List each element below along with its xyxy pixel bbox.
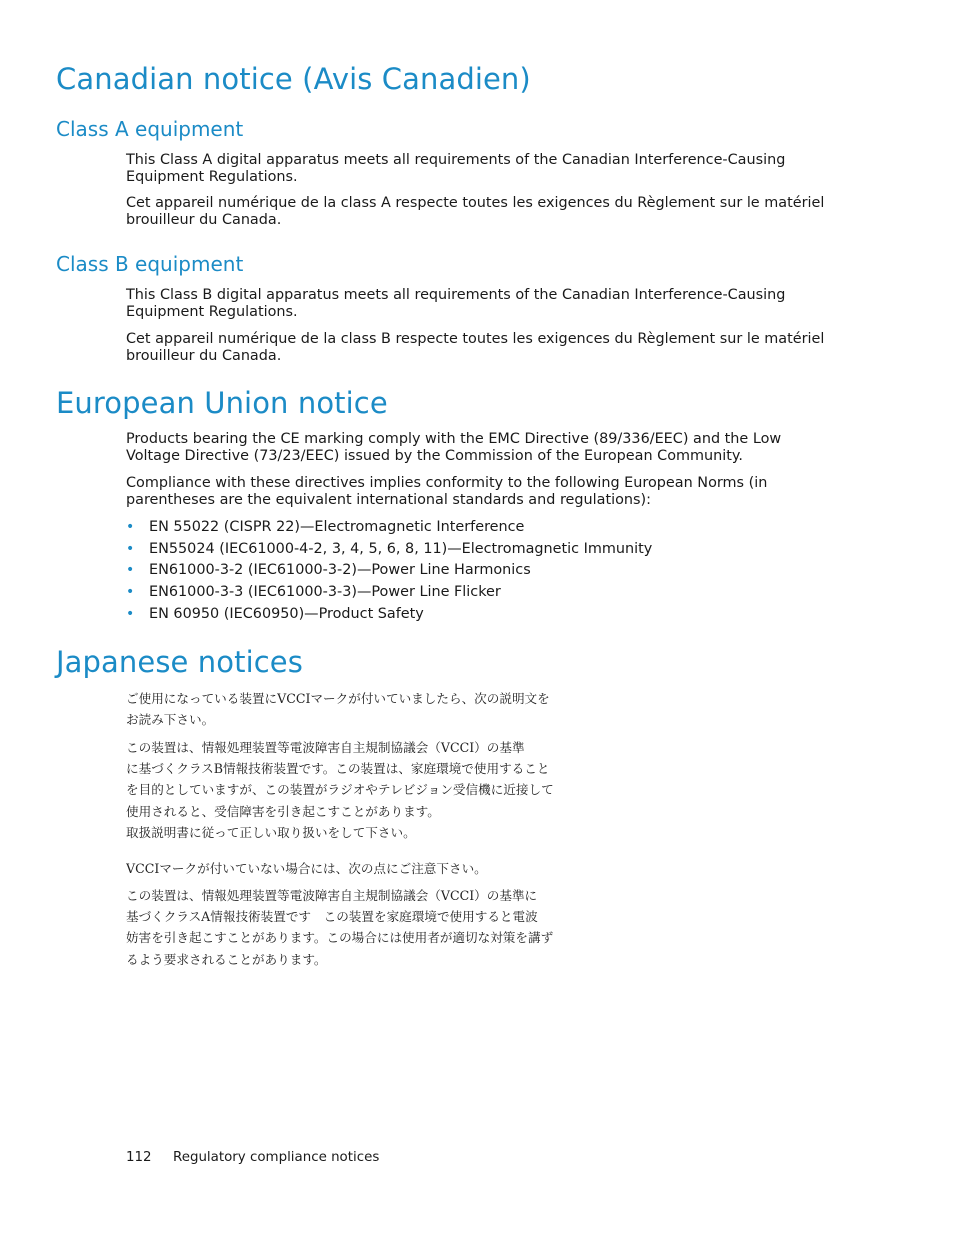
list-item-text: EN55024 (IEC61000-4-2, 3, 4, 5, 6, 8, 11)—Electromagnetic Immunity (149, 540, 653, 557)
japanese-text-line: この装置は、情報処理装置等電波障害自主規制協議会（VCCI）の基準に (126, 888, 538, 903)
japanese-notice-block-4 (126, 885, 606, 970)
japanese-text-line: VCCIマークが付いていない場合には、次の点にご注意下さい。 (126, 861, 487, 876)
bullet-icon: • (126, 584, 135, 601)
list-item-text: EN61000-3-3 (IEC61000-3-3)—Power Line Flicker (149, 584, 501, 601)
bullet-icon: • (126, 519, 135, 535)
class-b-paragraph-en: This Class B digital apparatus meets all requirements of the Canadian Interference-Causing Equipment Regulations. (126, 287, 786, 320)
japanese-notices-heading: Japanese notices (56, 645, 303, 679)
list-item-text: EN 55022 (CISPR 22)—Electromagnetic Interference (149, 519, 525, 535)
list-item (126, 560, 838, 582)
list-item-text: EN61000-3-2 (IEC61000-3-2)—Power Line Harmonics (149, 562, 531, 579)
class-a-paragraph-fr: Cet appareil numérique de la class A respecte toutes les exigences du Règlement sur le matériel brouilleur du Canada. (126, 195, 825, 228)
japanese-text-line: 使用されると、受信障害を引き起こすことがあります。 (126, 803, 440, 819)
japanese-text-line: 基づくクラスA情報技術装置です この装置を家庭環境で使用すると電波 (126, 909, 538, 925)
japanese-text-line: を目的としていますが、この装置がラジオやテレビジョン受信機に近接して (126, 782, 554, 798)
class-b-heading: Class B equipment (56, 252, 244, 276)
page-footer (126, 1150, 379, 1165)
class-b-paragraph-fr: Cet appareil numérique de la class B respecte toutes les exigences du Règlement sur le matériel brouilleur du Canada. (126, 331, 825, 364)
japanese-notice-block-3 (126, 858, 606, 879)
japanese-text-line: この装置は、情報処理装置等電波障害自主規制協議会（VCCI）の基準 (126, 740, 525, 755)
japanese-text-line: お読み下さい。 (126, 712, 215, 728)
canadian-notice-heading: Canadian notice (Avis Canadien) (56, 62, 531, 96)
list-item (126, 582, 838, 604)
bullet-icon: • (126, 605, 135, 622)
japanese-text-line: に基づくクラスB情報技術装置です。この装置は、家庭環境で使用すること (126, 761, 550, 777)
class-a-heading: Class A equipment (56, 117, 244, 141)
list-item (126, 517, 838, 539)
japanese-text-line: 取扱説明書に従って正しい取り扱いをして下さい。 (126, 824, 416, 840)
eu-notice-heading: European Union notice (56, 386, 388, 420)
japanese-notice-block-1 (126, 688, 606, 730)
japanese-text-line: ご使用になっている装置にVCCIマークが付いていましたら、次の説明文を (126, 691, 550, 706)
japanese-text-line: 妨害を引き起こすことがあります。この場合には使用者が適切な対策を講ず (126, 930, 554, 946)
eu-norms-list (126, 517, 838, 625)
eu-paragraph-2: Compliance with these directives implies conformity to the following European Norms (in parentheses are the equivalent international standards and regulations): (126, 475, 768, 508)
footer-section-title: Regulatory compliance notices (173, 1150, 380, 1165)
list-item-text: EN 60950 (IEC60950)—Product Safety (149, 605, 424, 622)
eu-paragraph-1: Products bearing the CE marking comply with the EMC Directive (89/336/EEC) and the Low Voltage Directive (73/23/EEC) issued by the Commission of the European Community. (126, 431, 782, 464)
class-a-paragraph-en: This Class A digital apparatus meets all requirements of the Canadian Interference-Causing Equipment Regulations. (126, 152, 786, 185)
list-item (126, 539, 838, 561)
bullet-icon: • (126, 562, 135, 579)
list-item (126, 604, 838, 626)
page-number: 112 (126, 1150, 152, 1165)
bullet-icon: • (126, 540, 135, 557)
japanese-notice-block-2 (126, 737, 606, 843)
japanese-text-line: るよう要求されることがあります。 (126, 951, 327, 967)
